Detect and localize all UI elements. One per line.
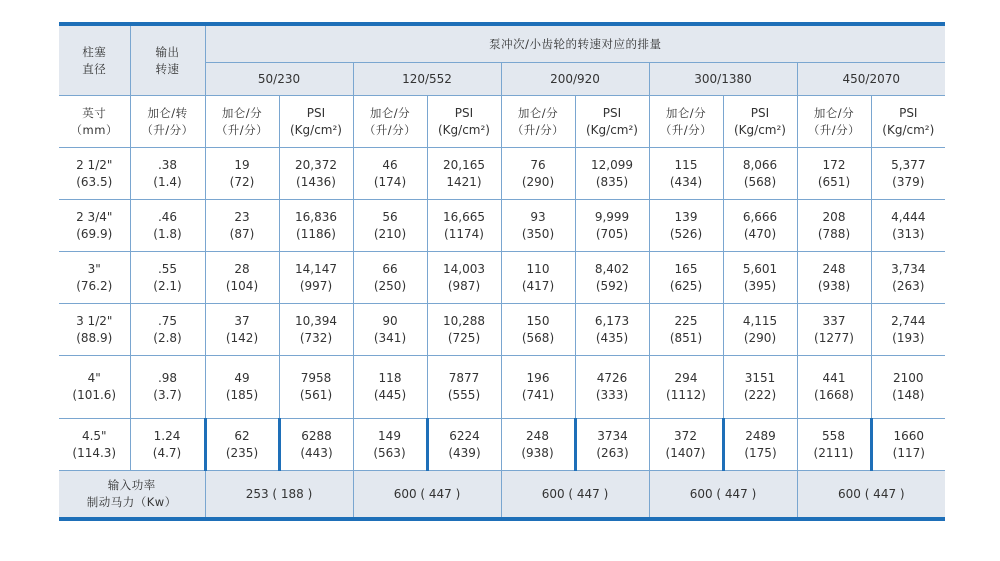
header-output-speed: 输出 转速 xyxy=(130,24,205,96)
flow-cell: 76 (290) xyxy=(501,148,575,200)
flow-cell: 208 (788) xyxy=(797,200,871,252)
subheader-flow: 加仑/分 （升/分） xyxy=(649,96,723,148)
psi-cell: 10,288 (725) xyxy=(427,304,501,356)
flow-cell: 337 (1277) xyxy=(797,304,871,356)
flow-cell: 19 (72) xyxy=(205,148,279,200)
psi-cell: 2,744 (193) xyxy=(871,304,945,356)
subheader-psi: PSI (Kg/cm²) xyxy=(575,96,649,148)
output-speed-cell: .98 (3.7) xyxy=(130,356,205,419)
psi-cell: 6288 (443) xyxy=(279,419,353,471)
header-plunger-diameter: 柱塞 直径 xyxy=(59,24,130,96)
footer-input-power-label: 输入功率 制动马力（Kw） xyxy=(59,471,205,520)
psi-cell: 20,372 (1436) xyxy=(279,148,353,200)
flow-cell: 165 (625) xyxy=(649,252,723,304)
flow-cell: 23 (87) xyxy=(205,200,279,252)
flow-cell: 93 (350) xyxy=(501,200,575,252)
flow-cell: 248 (938) xyxy=(501,419,575,471)
psi-cell: 7958 (561) xyxy=(279,356,353,419)
subheader-psi: PSI (Kg/cm²) xyxy=(279,96,353,148)
psi-cell: 16,836 (1186) xyxy=(279,200,353,252)
flow-cell: 149 (563) xyxy=(353,419,427,471)
flow-cell: 139 (526) xyxy=(649,200,723,252)
plunger-diameter-cell: 4.5" (114.3) xyxy=(59,419,130,471)
psi-cell: 4,115 (290) xyxy=(723,304,797,356)
table-row xyxy=(59,200,945,252)
subheader-flow: 加仑/分 （升/分） xyxy=(797,96,871,148)
psi-cell: 9,999 (705) xyxy=(575,200,649,252)
output-speed-cell: .55 (2.1) xyxy=(130,252,205,304)
flow-cell: 118 (445) xyxy=(353,356,427,419)
flow-cell: 115 (434) xyxy=(649,148,723,200)
subheader-inch-mm: 英寸 （mm） xyxy=(59,96,130,148)
table-row xyxy=(59,356,945,419)
pump-displacement-table xyxy=(59,22,945,521)
output-speed-cell: .46 (1.8) xyxy=(130,200,205,252)
subheader-flow: 加仑/分 （升/分） xyxy=(501,96,575,148)
output-speed-cell: .75 (2.8) xyxy=(130,304,205,356)
psi-cell: 14,003 (987) xyxy=(427,252,501,304)
flow-cell: 37 (142) xyxy=(205,304,279,356)
flow-cell: 196 (741) xyxy=(501,356,575,419)
flow-cell: 66 (250) xyxy=(353,252,427,304)
subheader-psi: PSI (Kg/cm²) xyxy=(427,96,501,148)
input-power-value: 600 ( 447 ) xyxy=(797,471,945,520)
input-power-value: 600 ( 447 ) xyxy=(501,471,649,520)
table-row xyxy=(59,252,945,304)
psi-cell: 3,734 (263) xyxy=(871,252,945,304)
psi-cell: 5,601 (395) xyxy=(723,252,797,304)
table-row xyxy=(59,148,945,200)
psi-cell: 12,099 (835) xyxy=(575,148,649,200)
input-power-value: 600 ( 447 ) xyxy=(353,471,501,520)
flow-cell: 225 (851) xyxy=(649,304,723,356)
group-header: 300/1380 xyxy=(649,63,797,96)
plunger-diameter-cell: 4" (101.6) xyxy=(59,356,130,419)
flow-cell: 28 (104) xyxy=(205,252,279,304)
subheader-flow: 加仑/分 （升/分） xyxy=(353,96,427,148)
psi-cell: 3151 (222) xyxy=(723,356,797,419)
flow-cell: 372 (1407) xyxy=(649,419,723,471)
psi-cell: 3734 (263) xyxy=(575,419,649,471)
group-header: 200/920 xyxy=(501,63,649,96)
psi-cell: 2489 (175) xyxy=(723,419,797,471)
psi-cell: 2100 (148) xyxy=(871,356,945,419)
plunger-diameter-cell: 2 3/4" (69.9) xyxy=(59,200,130,252)
flow-cell: 49 (185) xyxy=(205,356,279,419)
subheader-psi: PSI (Kg/cm²) xyxy=(723,96,797,148)
plunger-diameter-cell: 2 1/2" (63.5) xyxy=(59,148,130,200)
psi-cell: 14,147 (997) xyxy=(279,252,353,304)
psi-cell: 6,173 (435) xyxy=(575,304,649,356)
group-header: 120/552 xyxy=(353,63,501,96)
flow-cell: 172 (651) xyxy=(797,148,871,200)
flow-cell: 558 (2111) xyxy=(797,419,871,471)
flow-cell: 46 (174) xyxy=(353,148,427,200)
subheader-gal-per-rev: 加仑/转 （升/分） xyxy=(130,96,205,148)
flow-cell: 56 (210) xyxy=(353,200,427,252)
psi-cell: 1660 (117) xyxy=(871,419,945,471)
psi-cell: 6,666 (470) xyxy=(723,200,797,252)
input-power-value: 253 ( 188 ) xyxy=(205,471,353,520)
subheader-psi: PSI (Kg/cm²) xyxy=(871,96,945,148)
psi-cell: 8,402 (592) xyxy=(575,252,649,304)
flow-cell: 90 (341) xyxy=(353,304,427,356)
psi-cell: 4,444 (313) xyxy=(871,200,945,252)
header-span-title: 泵冲次/小齿轮的转速对应的排量 xyxy=(205,24,945,63)
psi-cell: 4726 (333) xyxy=(575,356,649,419)
table-row xyxy=(59,419,945,471)
output-speed-cell: 1.24 (4.7) xyxy=(130,419,205,471)
flow-cell: 248 (938) xyxy=(797,252,871,304)
psi-cell: 7877 (555) xyxy=(427,356,501,419)
plunger-diameter-cell: 3 1/2" (88.9) xyxy=(59,304,130,356)
subheader-flow: 加仑/分 （升/分） xyxy=(205,96,279,148)
flow-cell: 441 (1668) xyxy=(797,356,871,419)
psi-cell: 16,665 (1174) xyxy=(427,200,501,252)
group-header: 50/230 xyxy=(205,63,353,96)
table-row xyxy=(59,304,945,356)
input-power-value: 600 ( 447 ) xyxy=(649,471,797,520)
plunger-diameter-cell: 3" (76.2) xyxy=(59,252,130,304)
flow-cell: 110 (417) xyxy=(501,252,575,304)
output-speed-cell: .38 (1.4) xyxy=(130,148,205,200)
psi-cell: 6224 (439) xyxy=(427,419,501,471)
pump-displacement-table-wrapper xyxy=(59,22,945,521)
psi-cell: 10,394 (732) xyxy=(279,304,353,356)
group-header: 450/2070 xyxy=(797,63,945,96)
psi-cell: 20,165 1421) xyxy=(427,148,501,200)
psi-cell: 5,377 (379) xyxy=(871,148,945,200)
psi-cell: 8,066 (568) xyxy=(723,148,797,200)
flow-cell: 294 (1112) xyxy=(649,356,723,419)
flow-cell: 62 (235) xyxy=(205,419,279,471)
flow-cell: 150 (568) xyxy=(501,304,575,356)
